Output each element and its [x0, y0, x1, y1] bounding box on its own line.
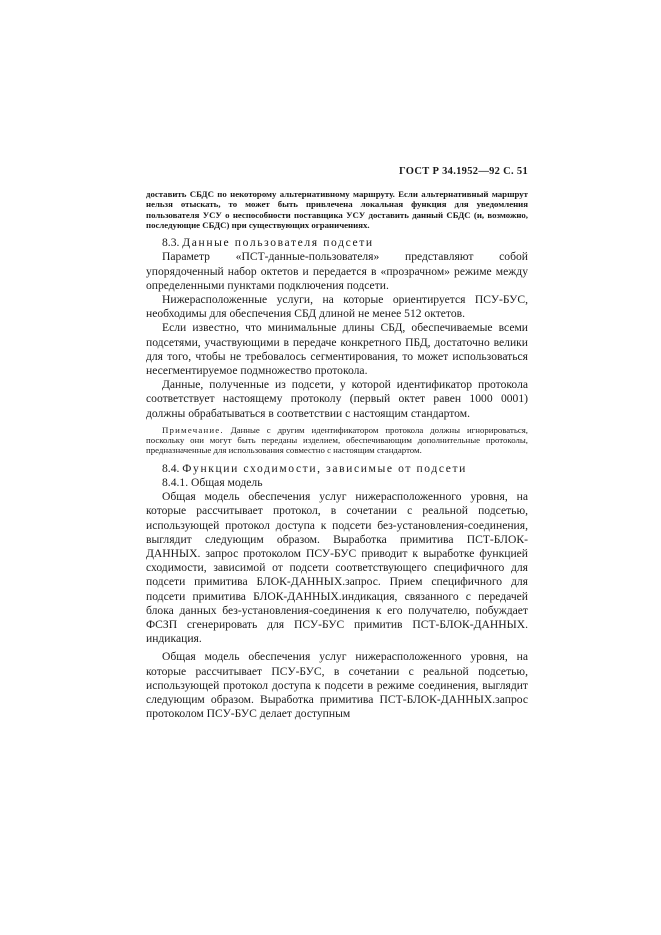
section-number: 8.3.: [162, 236, 180, 250]
continued-paragraph: доставить СБДС по некоторому альтернативному маршруту. Если альтернативный маршрут нельзя отыскать, то может быть привлечена локальная функция для уведомления пользователя УСУ о неспособности поставщика УСУ доставить данный СБДС (и, возможно, последующие СБДС) при существующих ограничениях.: [146, 189, 528, 230]
note: [146, 425, 528, 456]
running-header: ГОСТ Р 34.1952—92 С. 51: [399, 166, 528, 177]
paragraph-1: Параметр «ПСТ-данные-пользователя» представляют собой упорядоченный набор октетов и передается в «прозрачном» режиме между определенными пунктами подключения подсети.: [146, 250, 528, 292]
paragraph-3: Если известно, что минимальные длины СБД, обеспечиваемые всеми подсетями, участвующими в передаче конкретного ПБД, достаточно велики для того, чтобы не требовалось сегментирования, то может использоваться несегментируемое подмножество протокола.: [146, 321, 528, 378]
section-title: Данные пользователя подсети: [182, 236, 374, 250]
paragraph-2: Нижерасположенные услуги, на которые ориентируется ПСУ-БУС, необходимы для обеспечения СБД длиной не менее 512 октетов.: [146, 293, 528, 321]
section-heading-8-3: [146, 236, 528, 250]
note-lead: Примечание.: [162, 424, 224, 435]
paragraph-5: Общая модель обеспечения услуг нижерасположенного уровня, на которые рассчитывает протокол, в сочетании с реальной подсетью, использующей протокол доступа к подсети без-установления-соединения, выглядит следующим образом. Выработка примитива ПСТ-БЛОК-ДАННЫХ. запрос протоколом ПСУ-БУС приводит к выработке функцией сходимости, зависимой от подсети соответствующего специфичного для подсети примитива БЛОК-ДАННЫХ.запрос. Прием специфичного для подсети примитива БЛОК-ДАННЫХ.индикация, связанного с передачей блока данных без-установления-соединения к его получателю, побуждает ФСЗП сгенерировать для ПСУ-БУС примитив ПСТ-БЛОК-ДАННЫХ. индикация.: [146, 490, 528, 646]
subsection-heading-8-4-1: 8.4.1. Общая модель: [162, 475, 263, 489]
note-text: Данные с другим идентификатором протокола должны игнорироваться, поскольку они могут быть переданы изделием, обеспечивающим дополнительные протоколы, предназначенные для использования совместно с настоящим стандартом.: [146, 424, 528, 456]
paragraph-4: Данные, полученные из подсети, у которой идентификатор протокола соответствует настоящему протоколу (первый октет равен 1000 0001) должны обрабатываться в соответствии с настоящим стандартом.: [146, 378, 528, 420]
paragraph-6: Общая модель обеспечения услуг нижерасположенного уровня, на которые рассчитывает ПСУ-БУС, в сочетании с реальной подсетью, использующей протокол доступа к подсети в режиме соединения, выглядит следующим образом. Выработка примитива ПСТ-БЛОК-ДАННЫХ.запрос протоколом ПСУ-БУС делает доступным: [146, 650, 528, 721]
section-heading-8-4: [146, 462, 528, 476]
section-number: 8.4.: [162, 461, 180, 475]
section-title: Функции сходимости, зависимые от подсети: [182, 461, 467, 475]
page-body: [146, 189, 528, 721]
